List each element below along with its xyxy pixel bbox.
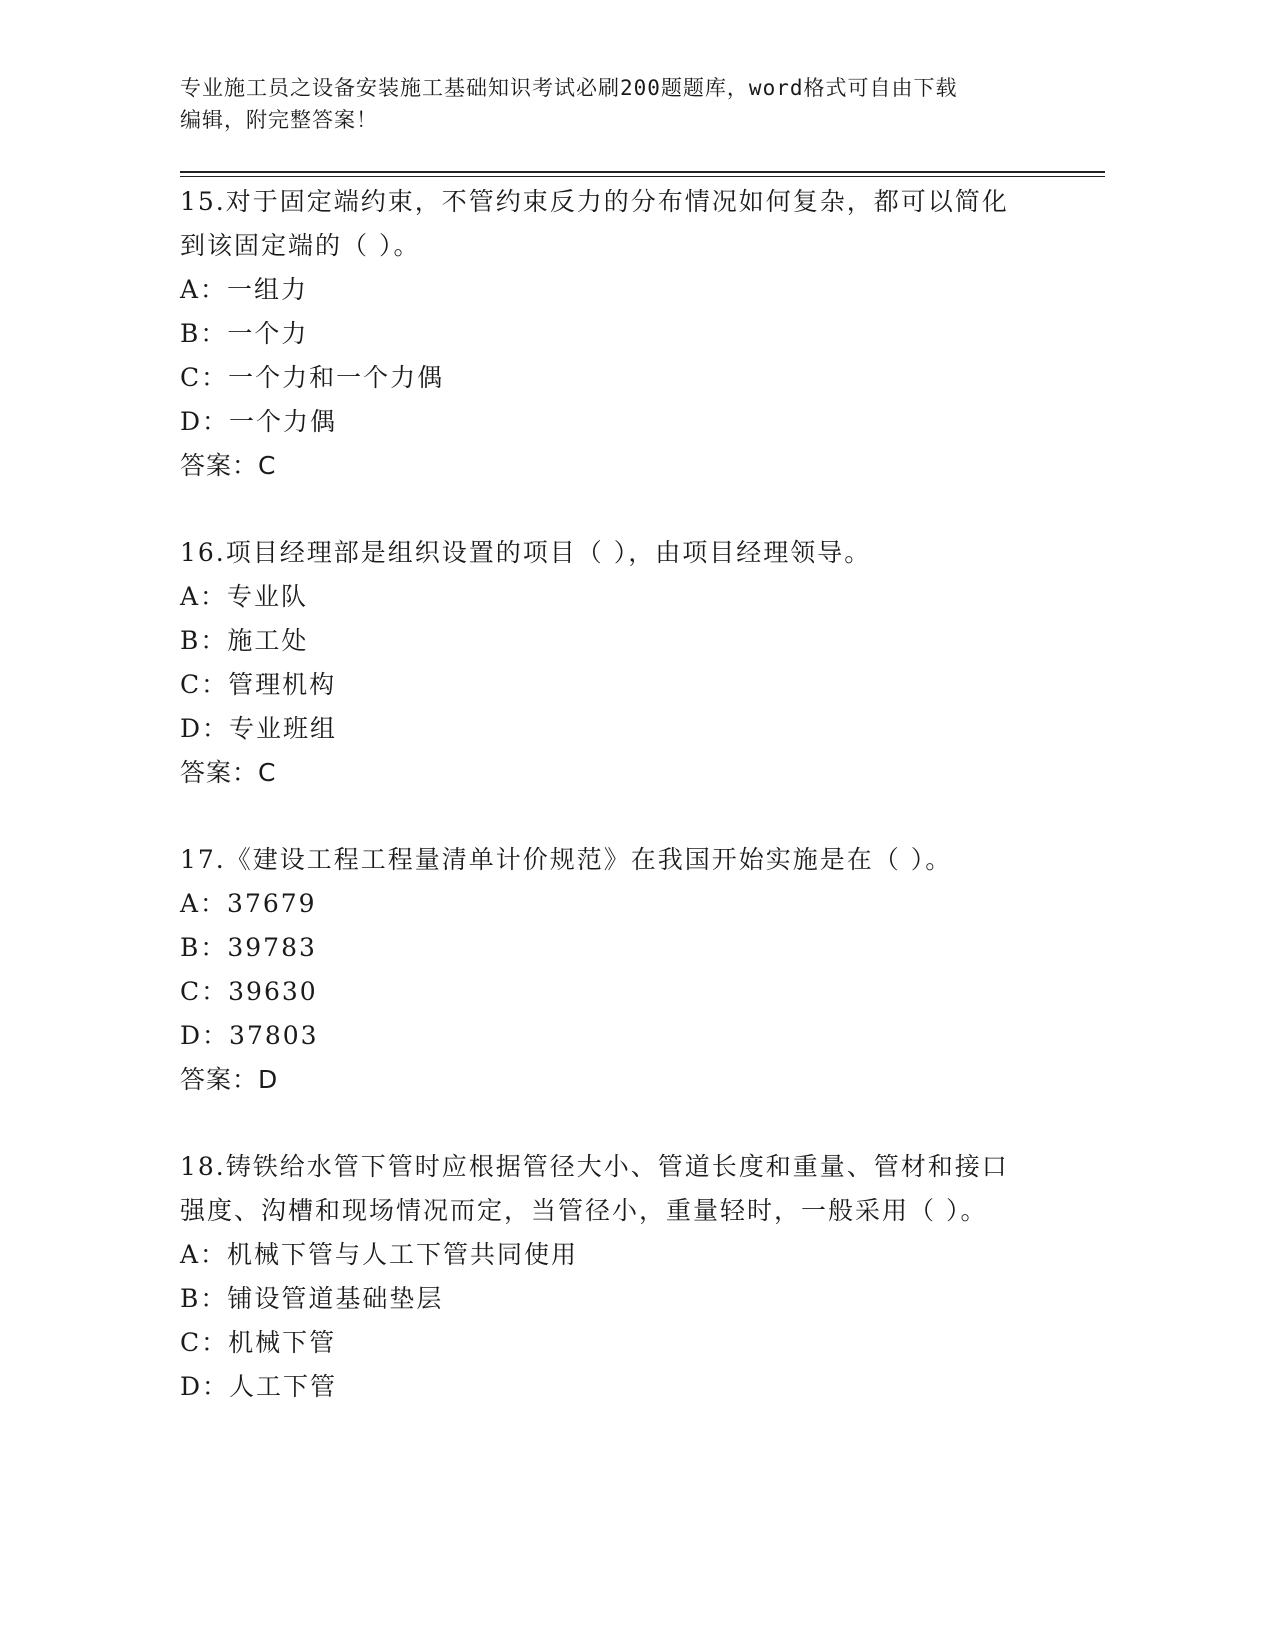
header-divider-thick: [180, 171, 1105, 173]
option-a: A：机械下管与人工下管共同使用: [180, 1240, 579, 1269]
option-a: A：37679: [180, 889, 317, 918]
option-c: C：一个力和一个力偶: [180, 363, 445, 392]
header-divider-thin: [180, 176, 1105, 177]
question-stem: 17.《建设工程工程量清单计价规范》在我国开始实施是在（ ）。: [180, 845, 953, 874]
option-b: B：铺设管道基础垫层: [180, 1284, 444, 1313]
question-16: [180, 531, 1105, 795]
document-header: [180, 72, 1080, 136]
answer-line: 答案：D: [180, 1065, 279, 1094]
option-b: B：施工处: [180, 626, 309, 655]
question-list: [180, 180, 1105, 1452]
question-stem: 强度、沟槽和现场情况而定，当管径小，重量轻时，一般采用（ ）。: [180, 1196, 988, 1225]
option-d: D：37803: [180, 1021, 319, 1050]
question-stem: 16.项目经理部是组织设置的项目（ ），由项目经理领导。: [180, 538, 872, 567]
option-c: C：39630: [180, 977, 318, 1006]
option-c: C：管理机构: [180, 670, 337, 699]
answer-line: 答案：C: [180, 451, 277, 480]
question-stem: 到该固定端的（ ）。: [180, 231, 421, 260]
option-d: D：专业班组: [180, 714, 338, 743]
question-15: [180, 180, 1105, 488]
option-d: D：一个力偶: [180, 407, 338, 436]
question-stem: 18.铸铁给水管下管时应根据管径大小、管道长度和重量、管材和接口: [180, 1152, 1009, 1181]
option-b: B：一个力: [180, 319, 309, 348]
option-b: B：39783: [180, 933, 317, 962]
option-c: C：机械下管: [180, 1328, 337, 1357]
header-line-2: 编辑，附完整答案！: [180, 108, 378, 132]
option-a: A：一组力: [180, 275, 309, 304]
header-line-1: 专业施工员之设备安装施工基础知识考试必刷200题题库，word格式可自由下载: [180, 76, 958, 100]
question-stem: 15.对于固定端约束，不管约束反力的分布情况如何复杂，都可以简化: [180, 187, 1009, 216]
option-a: A：专业队: [180, 582, 309, 611]
option-d: D：人工下管: [180, 1372, 338, 1401]
answer-line: 答案：C: [180, 758, 277, 787]
question-17: [180, 838, 1105, 1102]
question-18: [180, 1145, 1105, 1409]
